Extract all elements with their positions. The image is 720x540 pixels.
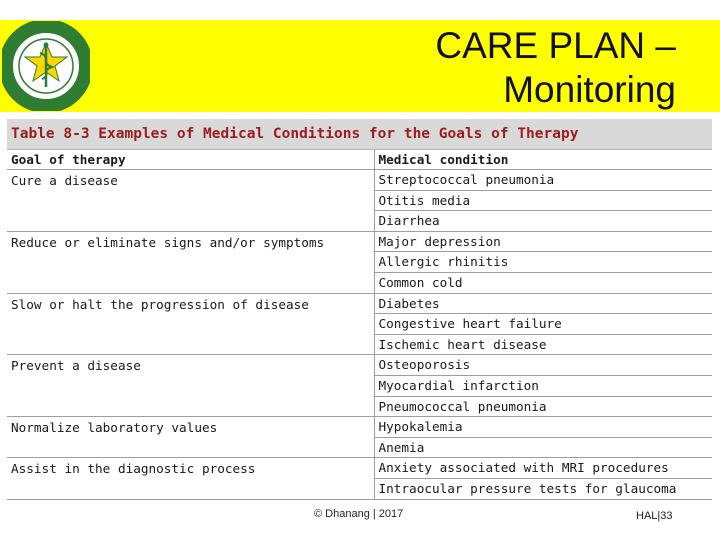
condition-cell: Anxiety associated with MRI procedures (374, 458, 712, 479)
table-row (7, 417, 712, 438)
goal-cell: Cure a disease (7, 170, 374, 232)
condition-cell: Anemia (374, 437, 712, 458)
condition-cell: Otitis media (374, 190, 712, 211)
title-line-2: Monitoring (503, 69, 676, 110)
header-goal: Goal of therapy (7, 150, 374, 170)
condition-cell: Major depression (374, 231, 712, 252)
condition-cell: Osteoporosis (374, 355, 712, 376)
goal-cell: Prevent a disease (7, 355, 374, 417)
goal-cell: Slow or halt the progression of disease (7, 293, 374, 355)
condition-cell: Diabetes (374, 293, 712, 314)
table-row (7, 355, 712, 376)
college-logo (2, 21, 90, 111)
condition-cell: Ischemic heart disease (374, 334, 712, 355)
goal-cell: Normalize laboratory values (7, 417, 374, 458)
header-condition: Medical condition (374, 150, 712, 170)
condition-cell: Streptococcal pneumonia (374, 170, 712, 191)
condition-cell: Hypokalemia (374, 417, 712, 438)
condition-cell: Common cold (374, 272, 712, 293)
table-caption: Table 8-3 Examples of Medical Conditions for the Goals of Therapy (7, 119, 712, 150)
table-header-row (7, 150, 712, 170)
condition-cell: Diarrhea (374, 211, 712, 232)
conditions-table-figure (7, 119, 712, 501)
condition-cell: Congestive heart failure (374, 314, 712, 335)
conditions-table (7, 150, 712, 500)
table-row (7, 231, 712, 252)
footer-copyright: © Dhanang | 2017 (314, 508, 404, 520)
table-row (7, 170, 712, 191)
goal-cell: Assist in the diagnostic process (7, 458, 374, 499)
condition-cell: Intraocular pressure tests for glaucoma (374, 478, 712, 499)
title-line-1: CARE PLAN – (435, 25, 676, 66)
goal-cell: Reduce or eliminate signs and/or symptoms (7, 231, 374, 293)
slide-title (435, 24, 676, 112)
table-row (7, 293, 712, 314)
footer-page-number: HAL|33 (636, 510, 673, 522)
condition-cell: Myocardial infarction (374, 375, 712, 396)
table-row (7, 458, 712, 479)
condition-cell: Pneumococcal pneumonia (374, 396, 712, 417)
condition-cell: Allergic rhinitis (374, 252, 712, 273)
